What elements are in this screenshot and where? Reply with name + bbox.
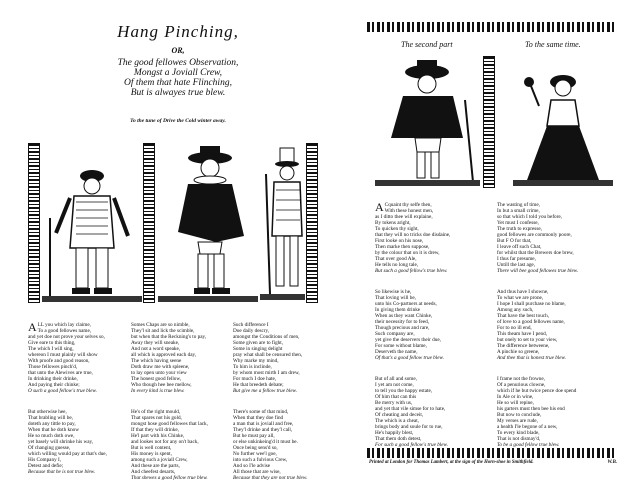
subtitle-line: Of them that hate Flinching, bbox=[124, 78, 232, 88]
refrain: But such a good fellow's true blew. bbox=[375, 268, 448, 274]
refrain: For such a good fellow's true blew. bbox=[375, 442, 448, 448]
imprint-text: Printed at London for Thomas Lambert, at the sign of the Horn-shoe in Smithfield. bbox=[369, 460, 534, 465]
printer-initials: W.B. bbox=[607, 460, 617, 465]
refrain: To be a good fellow true blew. bbox=[497, 442, 560, 448]
stanza bbox=[497, 289, 615, 367]
verse-col-1 bbox=[375, 196, 493, 460]
same-time-heading: To the same time. bbox=[525, 40, 581, 49]
ballad-subtitle bbox=[68, 58, 288, 98]
refrain: And thee that is honest true blew. bbox=[497, 355, 566, 361]
title-or: OR, bbox=[171, 46, 185, 55]
stanza-text: Cquaint thy selfe then, With these honest men, as I ditto thee will explaine, By tokens aright, To quicken thy sight, that they will no tricks doe disdaine, First looke on his nose, Then marke then suppose, by the colour that on it is drew, That over good Ale, He tells no long tale, bbox=[375, 202, 451, 268]
verse-col-3 bbox=[233, 316, 323, 493]
stanza-text: There's some of that mind, When that they doe find a man that is joviall and free, They'l drinke and they'l call, But he must pay all, or else unkinkeing'd it must be. Once being sens'd so, No further wee'l goe, into such a fulvious Crew, And so I'le advise All those that are wise, bbox=[233, 409, 298, 475]
stanza-text: The wasting of time, In but a small crime, so that which I told you before, Yet must I confesse, The truth to expresse, good fellowes are commonly poore, But F O for that, I leave off such Chat, for whilst that the Brewers doe brew, I thus far presume, Untill the last age, bbox=[497, 202, 574, 268]
refrain: In every kind is true blew. bbox=[131, 388, 185, 394]
stanza bbox=[28, 322, 123, 400]
subtitle-line: But is alwayes true blew. bbox=[130, 88, 226, 98]
stanza-text: So likewise is he, That loving will be, unto his Co-partners at needs, In giving them drinke When as they want Chinke, their necessity for to feed, Though precious and rare, Such company are, yet give the deservers their due, For some without blame, Deserveth the name, bbox=[375, 289, 441, 355]
ornament-border-mid bbox=[483, 56, 495, 188]
refrain: O such a good fellow's true blew. bbox=[28, 388, 97, 394]
ornament-border-mid bbox=[143, 143, 155, 303]
verse-col-2 bbox=[497, 196, 615, 460]
verse-col-2 bbox=[131, 316, 226, 493]
stanza bbox=[131, 409, 226, 487]
ornament-border-top bbox=[367, 22, 617, 32]
stanza bbox=[131, 322, 226, 400]
stanza bbox=[375, 289, 493, 367]
stanza-text: And thus have I showne, To what we are prone, I hope I shall purchase no blame, Among any such, That have the best touch, of love to a good fellowes name, For to no ill end, This theam have I pend, but onely to set to your view, The difference betweene, A pinchie so greene, bbox=[497, 289, 566, 355]
stanza-text: I frame not the frowne, Of a penurious clowne, which if he but twice pence doe spend In Ale or in wine, He so will repine, his garters must then bee his end But now to conclude, My verses are rude, a health I'le begone of a new, To every kind blade, That is not dismay'd, bbox=[497, 376, 577, 442]
stanza bbox=[497, 202, 615, 280]
drop-cap: A bbox=[28, 320, 37, 334]
ornament-border-right bbox=[306, 143, 318, 303]
drop-cap: A bbox=[375, 200, 384, 214]
stanza-text: But otherwise hee, That brabling will be, doteth any tittle to pay, When that he doth know He so much doth owe, yet basely will shrinke his way, Of changing guesse, which willing would pay at that's due, His Company I, Detest and defie; bbox=[28, 409, 107, 469]
stanza bbox=[375, 202, 493, 280]
stanza-text: LL you which lay claime, To a good fellowes name, and yet doe not prove your selves so, Give eare to this thing, The which I will sing, whereon I must plainly will show With proofe and good reason, Those fellowes pinch'd, that unto the Alewives are true, In drinking their drinke, And paying their chinke; bbox=[28, 322, 105, 388]
imprint-line bbox=[369, 460, 617, 465]
gentleman-woodcut bbox=[375, 56, 480, 188]
stanza-text: Such difference I Doe daily descry, amongst the Conditions of men, Some given are to fight, Some in singing delight pray what shall be censured then, Why marke my mind, To him is inclinde, by whom most mirth I am drew, For much I doe hate, He that breedeth debate; bbox=[233, 322, 303, 388]
ballad-title: Hang Pinching, bbox=[117, 22, 239, 41]
stanza bbox=[233, 409, 323, 487]
stanza bbox=[497, 376, 615, 454]
stanza-text: Somes Chaps are so nimble, They'l sit and lick the scimble, but when that the Reckning's to pay, Away they will sneake, And not a word speake, all which is approved each day, The which having seene Doth draw me with spleene, to lay open unto your view The honest good fellow, Who though hee bee mellow, bbox=[131, 322, 207, 388]
ornament-border-bottom bbox=[367, 448, 617, 458]
right-page bbox=[365, 8, 615, 476]
subtitle-line: Mongst a Joviall Crew, bbox=[133, 68, 223, 78]
refrain: But give me a fellow true blew. bbox=[233, 388, 298, 394]
ornament-border-left bbox=[28, 143, 40, 303]
stanza-text: He's of the right mould, That spares not his gold, mongst hose good fellowes that lack, If that they will drinke, He'l part with his Chinke, and lookes not for any on't back, But is well content, His money is spent, among such a joviall Crew, And these are the parts, And cheefest desarts, bbox=[131, 409, 208, 475]
refrain: That shewes a good fellow true blew. bbox=[131, 475, 208, 481]
subtitle-line: The good fellowes Observation, bbox=[117, 58, 239, 68]
stanza bbox=[233, 322, 323, 400]
stanza bbox=[375, 376, 493, 454]
lady-with-flower-woodcut bbox=[513, 56, 613, 188]
stanza-text: But of all and some, I yet am not come, to tell you the happy estate, Of him that can this Be merry with us, and yet that vile simse for to hate, Of cheating and deceit, The which is a cheat, brings body and soule for to rue, He's happily blest, That them doth detest, bbox=[375, 376, 446, 442]
left-page bbox=[28, 8, 318, 481]
refrain: Because that he is not true blew. bbox=[28, 469, 96, 475]
second-part-heading: The second part bbox=[401, 40, 453, 49]
refrain: Because that they are not true blew. bbox=[233, 475, 308, 481]
man-with-tall-hat-woodcut bbox=[260, 144, 305, 304]
man-with-staff-woodcut bbox=[42, 158, 142, 303]
stanza bbox=[28, 409, 123, 481]
verse-col-1 bbox=[28, 316, 123, 487]
tune-line: To the tune of Drive the Cold winter away. bbox=[130, 118, 226, 124]
cloaked-man-woodcut bbox=[158, 144, 258, 304]
refrain: Of that's a good fellow true blew. bbox=[375, 355, 444, 361]
refrain: There will bee good fellowes true blew. bbox=[497, 268, 579, 274]
